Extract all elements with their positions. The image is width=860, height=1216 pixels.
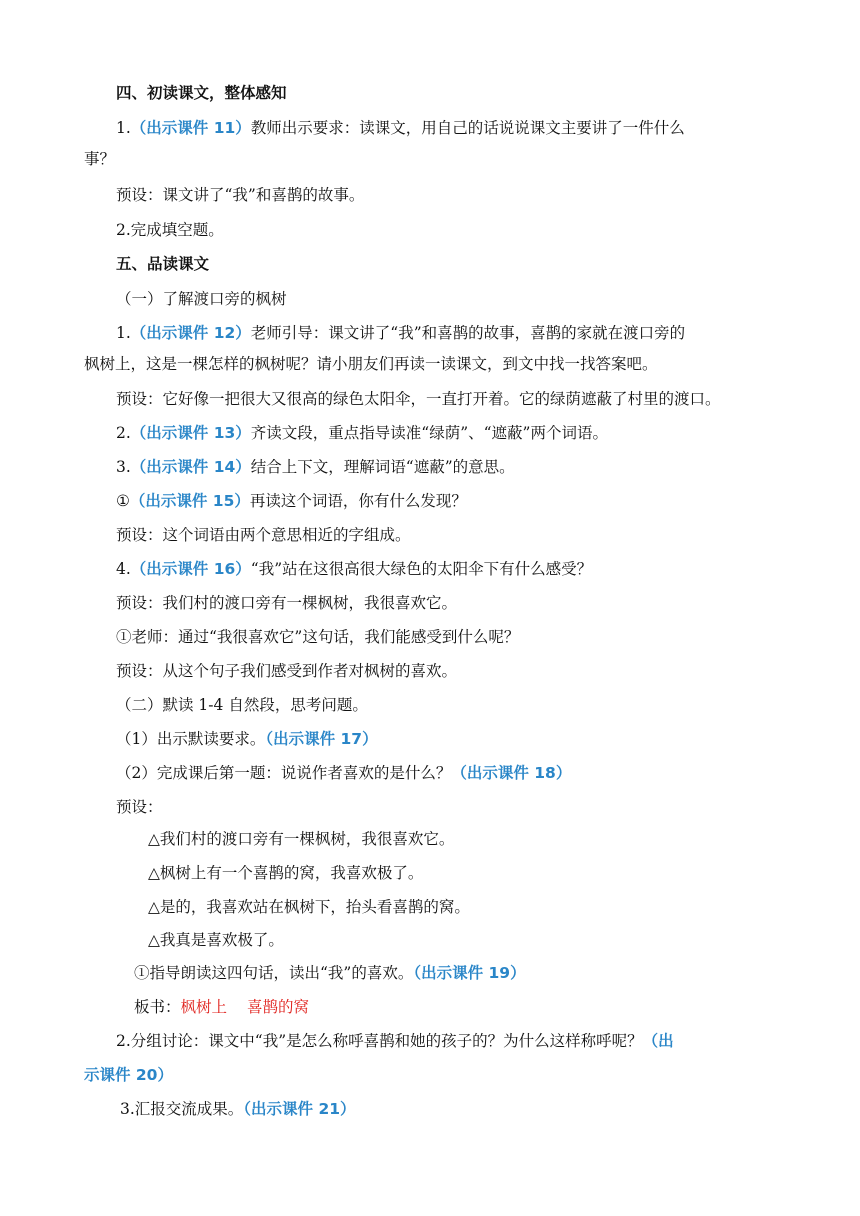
item-text: “我”站在这很高很大绿色的太阳伞下有什么感受？ <box>250 560 593 578</box>
board-item: 喜鹊的窝 <box>247 998 310 1016</box>
preset-text: 预设：它好像一把很大又很高的绿色太阳伞，一直打开着。它的绿荫遮蔽了村里的渡口。 <box>116 390 721 408</box>
item-text: 2.分组讨论：课文中“我”是怎么称呼喜鹊和她的孩子的？为什么这样称呼呢？ <box>116 1032 643 1050</box>
courseware-cue: （出示课件 11） <box>130 119 251 137</box>
paragraph <box>116 1030 674 1052</box>
item-number: ① <box>116 492 130 510</box>
paragraph <box>116 422 608 444</box>
paragraph <box>116 558 592 580</box>
triangle-item: △我们村的渡口旁有一棵枫树，我很喜欢它。 <box>148 830 455 848</box>
paragraph-continuation: 枫树上，这是一棵怎样的枫树呢？请小朋友们再读一读课文，到文中找一找答案吧。 <box>84 355 658 373</box>
item-text: 3.汇报交流成果。 <box>120 1100 244 1118</box>
subsection-title: （一）了解渡口旁的枫树 <box>116 290 287 308</box>
paragraph <box>116 728 378 750</box>
subsection-title: （二）默读 1-4 自然段，思考问题。 <box>116 696 368 714</box>
board-item: 枫树上 <box>180 998 228 1016</box>
triangle-item: △枫树上有一个喜鹊的窝，我喜欢极了。 <box>148 864 424 882</box>
preset-text: 预设：这个词语由两个意思相近的字组成。 <box>116 526 411 544</box>
triangle-item: △我真是喜欢极了。 <box>148 931 284 949</box>
item-number: 3. <box>116 458 131 476</box>
preset-text: 预设：课文讲了“我”和喜鹊的故事。 <box>116 186 365 204</box>
item-number: 4. <box>116 560 131 578</box>
blackboard-line <box>134 996 309 1018</box>
item-text: （2）完成课后第一题：说说作者喜欢的是什么？ <box>116 764 452 782</box>
paragraph: 2.完成填空题。 <box>116 221 224 239</box>
item-text: 教师出示要求：读课文，用自己的话说说课文主要讲了一件什么 <box>250 119 685 137</box>
courseware-cue: （出示课件 12） <box>130 324 251 342</box>
courseware-cue: （出 <box>642 1032 674 1050</box>
paragraph <box>120 1098 356 1120</box>
courseware-cue: （出示课件 15） <box>129 492 250 510</box>
paragraph <box>116 762 571 784</box>
section-heading-5: 五、品读课文 <box>116 255 210 273</box>
paragraph <box>116 456 515 478</box>
item-text: 齐读文段，重点指导读准“绿荫”、“遮蔽”两个词语。 <box>250 424 608 442</box>
courseware-cue: （出示课件 18） <box>451 764 572 782</box>
courseware-cue: （出示课件 14） <box>130 458 251 476</box>
item-number: 2. <box>116 424 131 442</box>
paragraph <box>116 117 685 139</box>
courseware-cue: （出示课件 16） <box>130 560 251 578</box>
item-text: 老师引导：课文讲了“我”和喜鹊的故事，喜鹊的家就在渡口旁的 <box>250 324 686 342</box>
courseware-cue: （出示课件 13） <box>130 424 251 442</box>
paragraph: ①老师：通过“我很喜欢它”这句话，我们能感受到什么呢？ <box>116 628 520 646</box>
board-label: 板书： <box>134 998 181 1016</box>
courseware-cue: （出示课件 17） <box>265 730 378 748</box>
item-number: 1. <box>116 324 131 342</box>
courseware-cue-continuation: 示课件 20） <box>84 1066 173 1084</box>
courseware-cue: （出示课件 21） <box>243 1100 356 1118</box>
item-text: （1）出示默读要求。 <box>116 730 266 748</box>
preset-text: 预设：我们村的渡口旁有一棵枫树，我很喜欢它。 <box>116 594 458 612</box>
courseware-cue: （出示课件 19） <box>413 964 526 982</box>
item-text: ①指导朗读这四句话，读出“我”的喜欢。 <box>134 964 414 982</box>
triangle-item: △是的，我喜欢站在枫树下，抬头看喜鹊的窝。 <box>148 898 470 916</box>
section-heading-4: 四、初读课文，整体感知 <box>116 84 287 102</box>
paragraph <box>134 962 526 984</box>
item-number: 1. <box>116 119 131 137</box>
paragraph <box>116 322 685 344</box>
paragraph <box>116 490 467 512</box>
item-text: 结合上下文，理解词语“遮蔽”的意思。 <box>250 458 515 476</box>
item-text: 再读这个词语，你有什么发现？ <box>249 492 467 510</box>
preset-text: 预设：从这个句子我们感受到作者对枫树的喜欢。 <box>116 662 458 680</box>
preset-label: 预设： <box>116 798 163 816</box>
paragraph-continuation: 事？ <box>84 150 116 168</box>
